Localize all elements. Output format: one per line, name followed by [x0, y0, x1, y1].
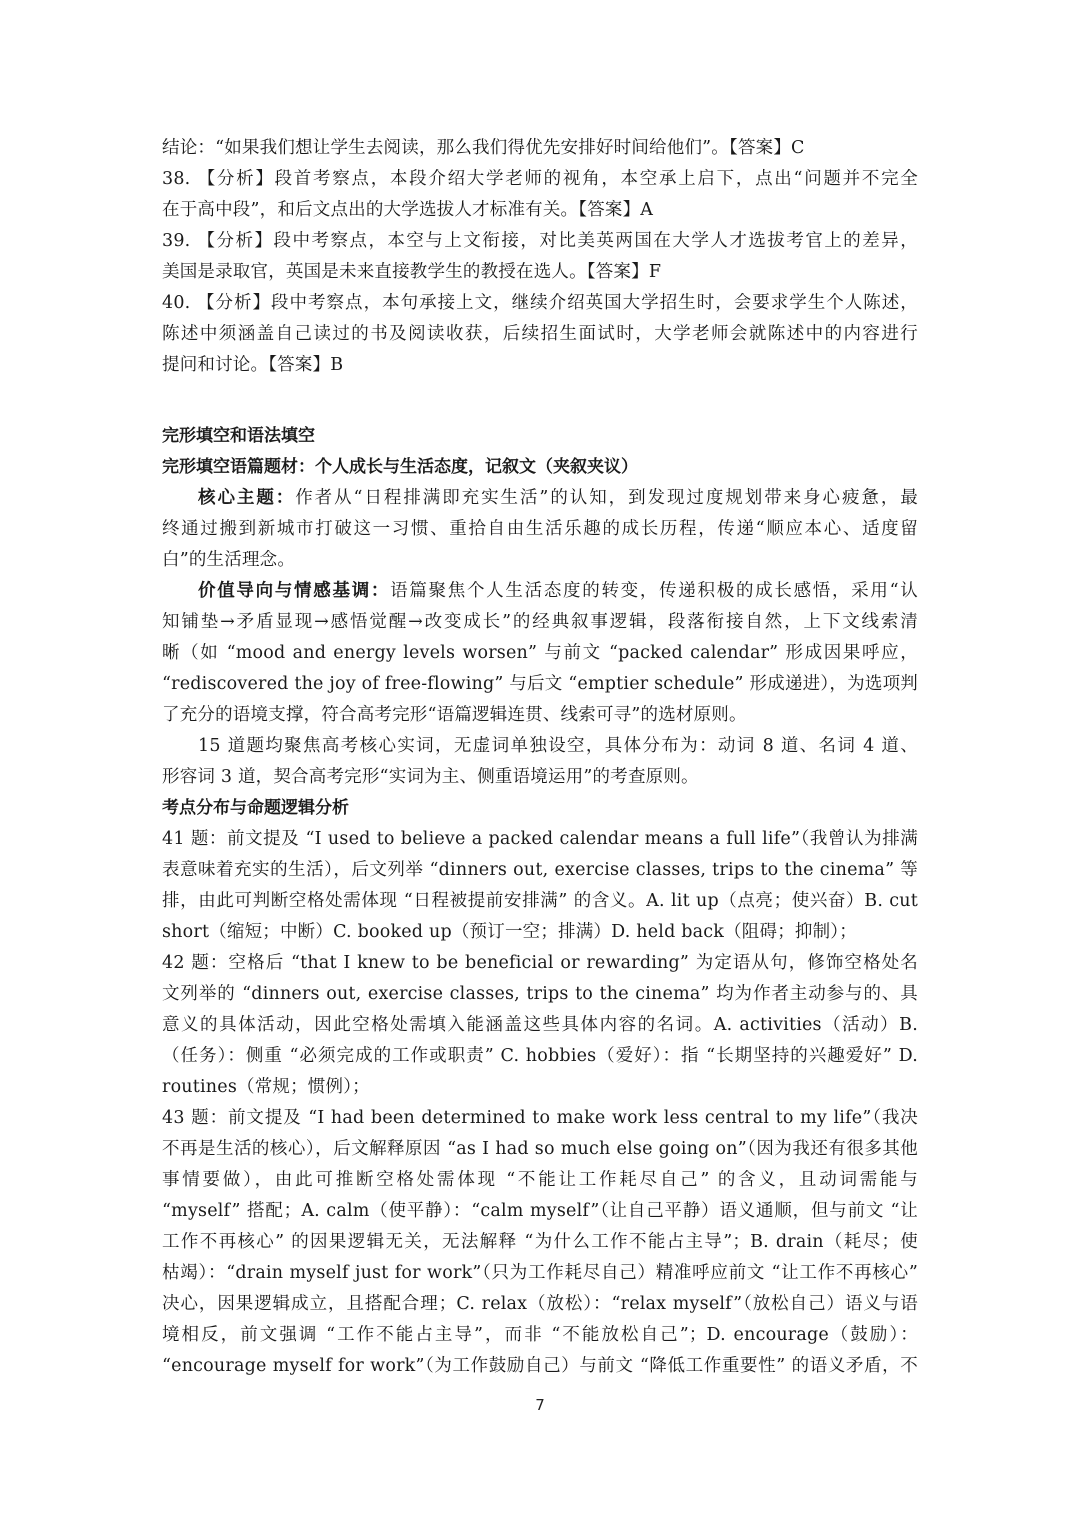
- section-heading: 考点分布与命题逻辑分析: [162, 798, 349, 818]
- text-line: 结论：“如果我们想让学生去阅读，那么我们得优先安排好时间给他们”。【答案】C: [162, 138, 805, 158]
- text-line: [162, 483, 918, 514]
- text-line: 表意味着充实的生活），后文列举 “dinners out, exercise classes, trips to the cinema” 等: [162, 860, 918, 880]
- text-line: 终通过搬到新城市打破这一习惯、重拾自由生活乐趣的成长历程，传递“顺应本心、适度留: [162, 519, 918, 539]
- answer-analysis-section: [162, 133, 918, 381]
- text-line: 陈述中须涵盖自己读过的书及阅读收获，后续招生面试时，大学老师会就陈述中的内容进行: [162, 324, 918, 344]
- text-line: [162, 576, 918, 607]
- text-line: routines（常规；惯例）；: [162, 1077, 370, 1097]
- text-line: 了充分的语境支撑，符合高考完形“语篇逻辑连贯、线索可寻”的选材原则。: [162, 705, 747, 725]
- page-number: 7: [535, 1396, 545, 1414]
- text-line: 工作不再核心” 的因果逻辑无关，无法解释 “为什么工作不能占主导”；B. drain（耗尽；使: [162, 1232, 918, 1252]
- text-line: 43 题：前文提及 “I had been determined to make work less central to my life”（我决: [162, 1108, 918, 1128]
- text-line: 15 道题均聚焦高考核心实词，无虚词单独设空，具体分布为：动词 8 道、名词 4 道、: [198, 736, 918, 756]
- question-43-analysis: [162, 1103, 918, 1382]
- text-line: 决心，因果逻辑成立，且搭配合理；C. relax（放松）：“relax myself”（放松自己）语义与语: [162, 1294, 918, 1314]
- value-orientation-text: 语篇聚焦个人生活态度的转变，传递积极的成长感悟，采用“认: [390, 581, 918, 601]
- text-line: 美国是录取官，英国是未来直接教学生的教授在选人。【答案】F: [162, 262, 662, 282]
- document-page: [162, 133, 918, 1382]
- text-line: 白”的生活理念。: [162, 550, 296, 570]
- question-42-analysis: [162, 948, 918, 1103]
- text-line: 排，由此可判断空格处需体现 “日程被提前安排满” 的含义。A. lit up（点亮；使兴奋）B. cut: [162, 891, 918, 911]
- text-line: 境相反，前文强调 “工作不能占主导”，而非 “不能放松自己”；D. encourage（鼓励）：: [162, 1325, 918, 1345]
- section-subheading: 完形填空语篇题材：个人成长与生活态度，记叙文（夹叙夹议）: [162, 457, 638, 477]
- core-theme-paragraph: [162, 483, 918, 576]
- text-line: “encourage myself for work”（为工作鼓励自己）与前文 “降低工作重要性” 的语义矛盾，不: [162, 1356, 918, 1376]
- text-line: 意义的具体活动，因此空格处需填入能涵盖这些具体内容的名词。A. activities（活动）B.: [162, 1015, 918, 1035]
- text-line: 提问和讨论。【答案】B: [162, 355, 344, 375]
- text-line: “rediscovered the joy of free-flowing” 与后文 “emptier schedule” 形成递进），为选项判: [162, 674, 918, 694]
- distribution-paragraph: [162, 731, 918, 793]
- text-line: 39. 【分析】段中考察点，本空与上文衔接，对比美英两国在大学人才选拔考官上的差异，: [162, 231, 918, 251]
- text-line: short（缩短；中断）C. booked up（预订一空；排满）D. held back（阻碍；抑制）；: [162, 922, 857, 942]
- text-line: “myself” 搭配；A. calm（使平静）：“calm myself”（让自己平静）语义通顺，但与前文 “让: [162, 1201, 918, 1221]
- core-theme-label: 核心主题：: [198, 488, 296, 508]
- value-orientation-label: 价值导向与情感基调：: [198, 581, 391, 601]
- text-line: 42 题：空格后 “that I knew to be beneficial or rewarding” 为定语从句，修饰空格处名: [162, 953, 918, 973]
- section-gap: [162, 381, 918, 421]
- value-orientation-paragraph: [162, 576, 918, 731]
- question-41-analysis: [162, 824, 918, 948]
- text-line: 38. 【分析】段首考察点，本段介绍大学老师的视角，本空承上启下，点出“问题并不完全: [162, 169, 918, 189]
- text-line: 晰（如 “mood and energy levels worsen” 与前文 “packed calendar” 形成因果呼应，: [162, 643, 918, 663]
- core-theme-text: 作者从“日程排满即充实生活”的认知，到发现过度规划带来身心疲惫，最: [295, 488, 918, 508]
- text-line: 事情要做），由此可推断空格处需体现 “不能让工作耗尽自己” 的含义，且动词需能与: [162, 1170, 918, 1190]
- text-line: 文列举的 “dinners out, exercise classes, trips to the cinema” 均为作者主动参与的、具: [162, 984, 918, 1004]
- text-line: 在于高中段”，和后文点出的大学选拔人才标准有关。【答案】A: [162, 200, 654, 220]
- text-line: （任务）：侧重 “必须完成的工作或职责” C. hobbies（爱好）：指 “长期坚持的兴趣爱好” D.: [162, 1046, 918, 1066]
- text-line: 不再是生活的核心），后文解释原因 “as I had so much else going on”（因为我还有很多其他: [162, 1139, 918, 1159]
- text-line: 40. 【分析】段中考察点，本句承接上文，继续介绍英国大学招生时，会要求学生个人陈述，: [162, 293, 918, 313]
- text-line: 形容词 3 道，契合高考完形“实词为主、侧重语境运用”的考查原则。: [162, 767, 699, 787]
- text-line: 枯竭）：“drain myself just for work”（只为工作耗尽自己）精准呼应前文 “让工作不再核心”: [162, 1263, 918, 1283]
- text-line: 知铺垫→矛盾显现→感悟觉醒→改变成长”的经典叙事逻辑，段落衔接自然，上下文线索清: [162, 612, 918, 632]
- text-line: 41 题：前文提及 “I used to believe a packed calendar means a full life”（我曾认为排满: [162, 829, 918, 849]
- section-heading: 完形填空和语法填空: [162, 426, 315, 446]
